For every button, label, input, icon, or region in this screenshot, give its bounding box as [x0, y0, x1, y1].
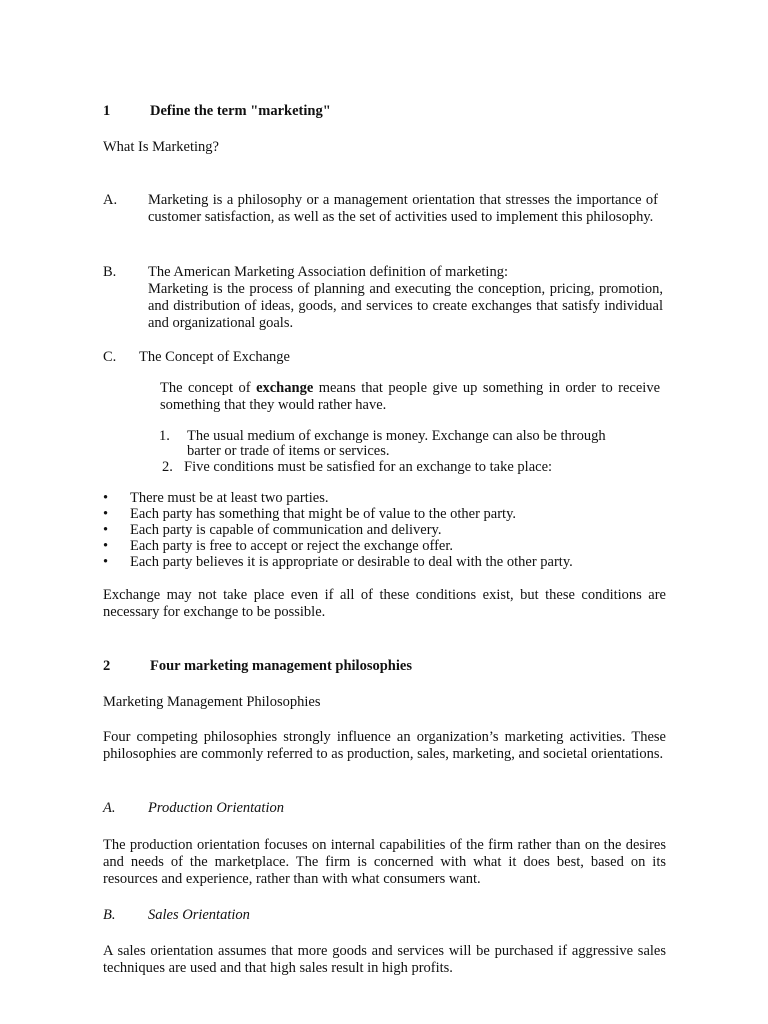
item-b-definition: Marketing is the process of planning and executing the conception, pricing, promotion, and distribution of ideas, goods, and services to create exchanges that satisfy individual and organizational goals. [148, 281, 663, 331]
item-a-text: Marketing is a philosophy or a management orientation that stresses the importance of customer satisfaction, as well as the set of activities used to implement this philosophy. [148, 192, 658, 225]
sub-item-1-text [187, 428, 667, 460]
section-1-number: 1 [103, 103, 111, 119]
exchange-paragraph [160, 380, 660, 414]
bullet-marker: • [103, 538, 109, 554]
section-1-subheading: What Is Marketing? [103, 139, 219, 155]
exchange-text-after: means that people give up something in order to receive something that they would rather have. [160, 380, 661, 413]
section-2-number: 2 [103, 658, 111, 674]
exchange-bold-term: exchange [256, 380, 314, 396]
sub-item-1-line-1: The usual medium of exchange is money. Exchange can also be through [187, 428, 606, 444]
bullet-marker: • [103, 506, 109, 522]
bullet-marker: • [103, 522, 109, 538]
section-1-heading: Define the term "marketing" [150, 103, 331, 119]
sales-orientation-text: A sales orientation assumes that more goods and services will be purchased if aggressive sales techniques are used and that high sales result in high profits. [103, 943, 666, 976]
bullet-marker: • [103, 554, 109, 570]
item-c-title: The Concept of Exchange [139, 349, 290, 365]
production-orientation-title: Production Orientation [148, 800, 284, 816]
section-2-heading: Four marketing management philosophies [150, 658, 412, 674]
sales-letter: B. [103, 907, 116, 923]
item-a-letter: A. [103, 192, 118, 208]
exchange-text-before: The concept of [160, 380, 251, 396]
item-b-letter: B. [103, 264, 117, 280]
bullet-item: Each party believes it is appropriate or desirable to deal with the other party. [130, 554, 573, 570]
production-orientation-text: The production orientation focuses on internal capabilities of the firm rather than on the desires and needs of the marketplace. The firm is concerned with what it does best, based on its resources and experience, rather than with what consumers want. [103, 837, 666, 887]
item-b-content [148, 264, 663, 332]
bullet-item: Each party is capable of communication and delivery. [130, 522, 442, 538]
section-2-subheading: Marketing Management Philosophies [103, 694, 321, 710]
sub-item-2-text: Five conditions must be satisfied for an exchange to take place: [184, 459, 553, 475]
bullet-item: There must be at least two parties. [130, 490, 329, 506]
sub-item-2-number: 2. [162, 459, 173, 475]
sub-item-1-number: 1. [159, 428, 170, 444]
production-letter: A. [103, 800, 116, 816]
philosophies-intro: Four competing philosophies strongly influence an organization’s marketing activities. These philosophies are commonly referred to as production, sales, marketing, and societal orientations. [103, 729, 666, 762]
bullet-item: Each party has something that might be of value to the other party. [130, 506, 517, 522]
item-b-intro: The American Marketing Association definition of marketing: [148, 264, 508, 280]
sub-item-1-line-2: barter or trade of items or services. [187, 443, 390, 459]
bullet-marker: • [103, 490, 109, 506]
bullet-item: Each party is free to accept or reject the exchange offer. [130, 538, 453, 554]
item-c-letter: C. [103, 349, 117, 365]
exchange-closing-paragraph: Exchange may not take place even if all of these conditions exist, but these conditions are necessary for exchange to be possible. [103, 587, 666, 620]
sales-orientation-title: Sales Orientation [148, 907, 250, 923]
